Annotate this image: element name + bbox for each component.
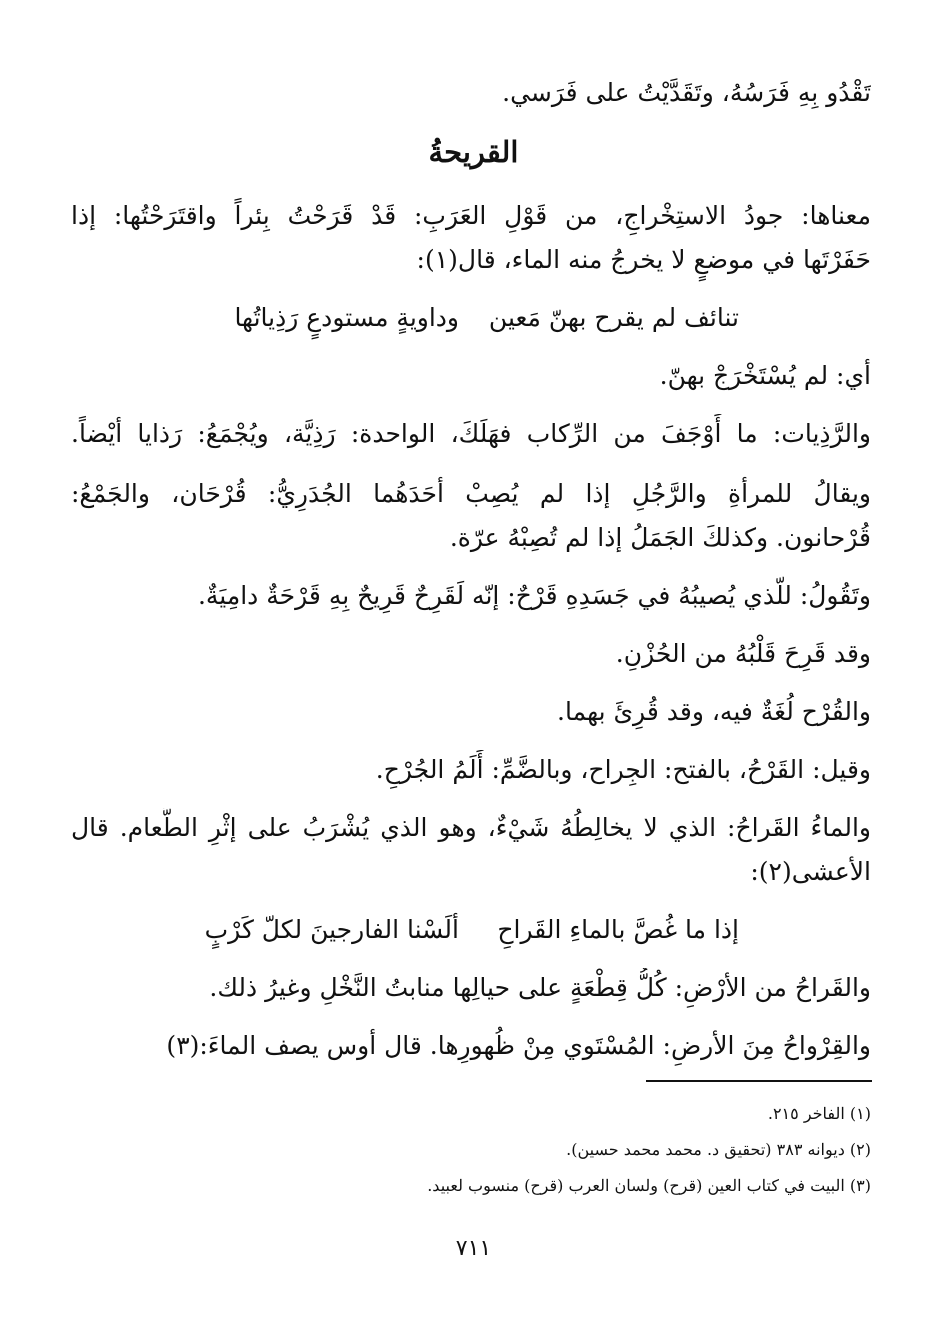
text-line: الأعشى(٢): bbox=[750, 857, 871, 886]
footnote-3: (٣) البيت في كتاب العين (قرح) ولسان العرب (قرح) منسوب لعبيد. bbox=[427, 1176, 871, 1195]
footnote-separator bbox=[646, 1080, 872, 1082]
page-number: ٧١١ bbox=[455, 1236, 492, 1261]
text-line: والرَّذِيات: ما أَوْجَفَ من الرِّكاب فهَلَكَ، الواحدة: رَذِيَّة، ويُجْمَعُ: رَذايا أيْضاً. bbox=[71, 419, 871, 448]
text-line: والقِرْواحُ مِنَ الأرضِ: المُسْتَوي مِنْ ظُهورِها. قال أوس يصف الماءَ:(٣) bbox=[166, 1031, 871, 1060]
text-line: معناها: جودُ الاستِخْراجِ، من قَوْلِ العَرَبِ: قَدْ قَرَحْتُ بِئراً واقتَرَحْتُها: إذا bbox=[71, 201, 871, 230]
verse-hemistich-first: وداويةٍ مستودعٍ رَذِياتُها bbox=[234, 303, 459, 332]
footnote-2: (٢) ديوانه ٣٨٣ (تحقيق د. محمد محمد حسين). bbox=[566, 1140, 871, 1159]
text-line: حَفَرْتَها في موضعٍ لا يخرجُ منه الماء، قال(١): bbox=[416, 245, 871, 274]
text-line: وتَقُولُ: للّذي يُصيبُهُ في جَسَدِهِ قَرْحٌ: إنّه لَقَرِحٌ قَرِيحٌ بِهِ قَرْحَةٌ دامِيَةٌ. bbox=[197, 581, 871, 610]
text-line: والماءُ القَراحُ: الذي لا يخالِطُهُ شَيْءٌ، وهو الذي يُشْرَبُ على إثْرِ الطَّعام. قال bbox=[71, 813, 871, 842]
text-line: ويقالُ للمرأةِ والرَّجُلِ إذا لم يُصِبْ أحَدَهُما الجُدَرِيُّ: قُرْحَان، والجَمْعُ: bbox=[71, 479, 871, 508]
text-line: والقُرْح لُغَةٌ فيه، وقد قُرِئَ بهما. bbox=[557, 697, 871, 726]
verse-hemistich-first: ألَسْنا الفارجينَ لكلّ كَرْبٍ bbox=[204, 915, 459, 944]
verse-hemistich-second: إذا ما غُصَّ بالماءِ القَراحِ bbox=[497, 915, 739, 944]
text-line: والقَراحُ من الأرْضِ: كُلُّ قِطْعَةٍ على حيالِها منابتُ النَّخْلِ وغيرُ ذلك. bbox=[209, 973, 871, 1002]
footnote-1: (١) الفاخر ٢١٥. bbox=[767, 1104, 871, 1123]
text-line: تَقْدُو بِهِ فَرَسُهُ، وتَقَدَّيْتُ على فَرَسي. bbox=[502, 78, 871, 107]
text-line: وقيل: القَرْحُ، بالفتح: الجِراح، وبالضَّمِّ: أَلَمُ الجُرْحِ. bbox=[375, 755, 871, 784]
verse-hemistich-second: تنائف لم يقرح بهنّ مَعين bbox=[488, 303, 739, 332]
section-title: القريحةُ bbox=[428, 135, 519, 169]
text-line: قُرْحانون. وكذلكَ الجَمَلُ إذا لم تُصِبْهُ عرّة. bbox=[449, 523, 871, 552]
text-line: وقد قَرِحَ قَلْبُهُ من الحُزْنِ. bbox=[615, 639, 871, 668]
text-line: أي: لم يُسْتَخْرَجْ بهنّ. bbox=[659, 361, 871, 390]
